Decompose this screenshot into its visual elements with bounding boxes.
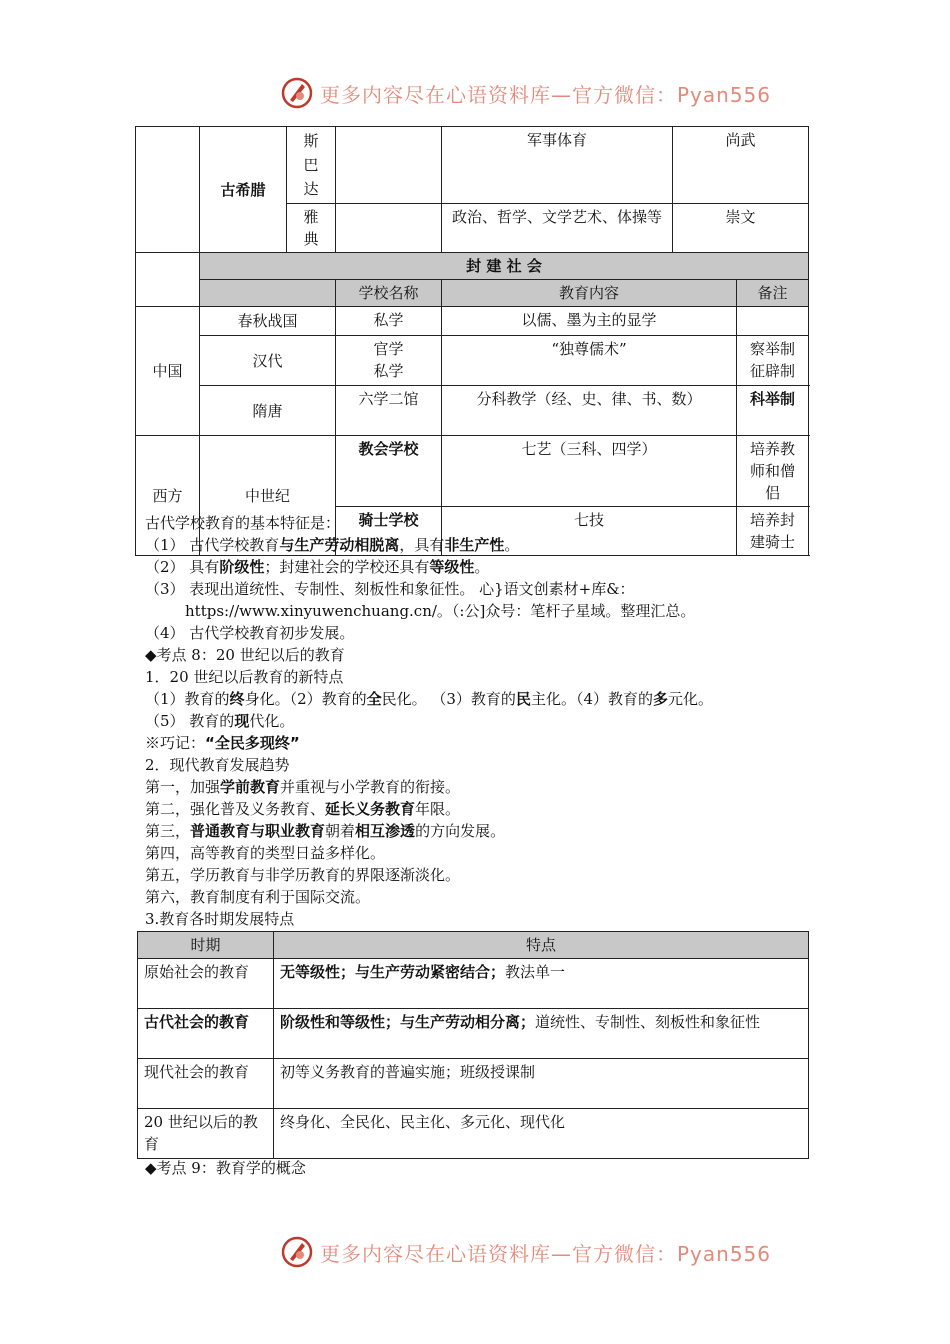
- watermark-bottom: [280, 1234, 800, 1270]
- row-content: “独尊儒术”: [442, 336, 737, 386]
- text-line: （3） 表现出道统性、专制性、刻板性和象征性。 心}语文创素材+库&：: [145, 580, 635, 598]
- row-content: 分科教学（经、史、律、书、数）: [442, 386, 737, 436]
- text-line: 第五，学历教育与非学历教育的界限逐渐淡化。: [145, 866, 461, 884]
- row-content: 七技: [442, 507, 737, 556]
- row-note: [737, 307, 809, 336]
- row-school: 私学: [336, 307, 442, 336]
- row-period: 中世纪: [200, 436, 336, 556]
- text-line: （1）教育的终身化。（2）教育的全民化。 （3）教育的民主化。（4）教育的多元化。: [145, 690, 714, 708]
- period-cell: 原始社会的教育: [138, 959, 274, 1009]
- period-cell: 20 世纪以后的教育: [138, 1109, 274, 1159]
- text-line: 第六，教育制度有利于国际交流。: [145, 888, 371, 906]
- row-note: 培养教师和僧侣: [737, 436, 809, 507]
- text-line: 古代学校教育的基本特征是：: [145, 514, 341, 532]
- col-content-header: 教育内容: [442, 280, 737, 307]
- greece-label: 古希腊: [200, 127, 287, 253]
- footer-heading: [145, 1157, 805, 1179]
- row-note: 科举制: [737, 386, 809, 436]
- row-school: 骑士学校: [336, 507, 442, 556]
- empty-cell: [336, 204, 442, 253]
- row-note: 培养封建骑士: [737, 507, 809, 556]
- row-content: 以儒、墨为主的显学: [442, 307, 737, 336]
- empty-cell: [336, 127, 442, 204]
- row-period: 隋唐: [200, 386, 336, 436]
- empty-cell: [136, 127, 200, 253]
- text-line: （4） 古代学校教育初步发展。: [145, 624, 355, 642]
- row-note: 察举制 征辟制: [737, 336, 809, 386]
- athens-note: 崇文: [673, 204, 809, 253]
- feature-cell: 终身化、全民化、民主化、多元化、现代化: [274, 1109, 809, 1159]
- text-line: （2） 具有阶级性；封建社会的学校还具有等级性。: [145, 558, 490, 576]
- row-school: 官学 私学: [336, 336, 442, 386]
- west-label: 西方: [136, 436, 200, 556]
- section-heading: ◆考点 8：20 世纪以后的教育: [145, 646, 345, 664]
- text-line: （5） 教育的现代化。: [145, 712, 295, 730]
- row-school: 教会学校: [336, 436, 442, 507]
- col-note-header: 备注: [737, 280, 809, 307]
- watermark-text: 更多内容尽在心语资料库—官方微信：Pyan556: [320, 1241, 772, 1266]
- row-content: 七艺（三科、四学）: [442, 436, 737, 507]
- row-school: 六学二馆: [336, 386, 442, 436]
- china-label: 中国: [136, 307, 200, 436]
- section-heading: ◆考点 9：教育学的概念: [145, 1159, 306, 1177]
- text-line: 3.教育各时期发展特点: [145, 910, 295, 928]
- empty-cell: [136, 253, 200, 307]
- text-line: 第三，普通教育与职业教育朝着相互渗透的方向发展。: [145, 822, 506, 840]
- education-history-table: [135, 126, 809, 556]
- text-line: ※巧记：“全民多现终”: [145, 734, 300, 752]
- text-line: 第一，加强学前教育并重视与小学教育的衔接。: [145, 778, 461, 796]
- header-empty: [200, 280, 336, 307]
- col-feature-header: 特点: [274, 932, 809, 959]
- col-school-header: 学校名称: [336, 280, 442, 307]
- text-line: https://www.xinyuwenchuang.cn/。（:公]众号：笔杆子星域。整理汇总。: [185, 602, 696, 620]
- period-cell: 古代社会的教育: [138, 1009, 274, 1059]
- sparta-label: 斯巴达: [287, 127, 336, 204]
- col-period-header: 时期: [138, 932, 274, 959]
- education-periods-table: [137, 931, 809, 1159]
- period-cell: 现代社会的教育: [138, 1059, 274, 1109]
- text-line: 第四，高等教育的类型日益多样化。: [145, 844, 386, 862]
- feudal-header: 封 建 社 会: [200, 253, 809, 280]
- sparta-note: 尚武: [673, 127, 809, 204]
- feature-cell: 初等义务教育的普遍实施；班级授课制: [274, 1059, 809, 1109]
- watermark-logo-icon: [280, 76, 314, 110]
- text-line: 1．20 世纪以后教育的新特点: [145, 668, 344, 686]
- watermark-text: 更多内容尽在心语资料库—官方微信：Pyan556: [320, 82, 772, 107]
- row-period: 春秋战国: [200, 307, 336, 336]
- feature-cell: 无等级性；与生产劳动紧密结合；教法单一: [274, 959, 809, 1009]
- text-line: 第二，强化普及义务教育、延长义务教育年限。: [145, 800, 461, 818]
- athens-label: 雅典: [287, 204, 336, 253]
- sparta-content: 军事体育: [442, 127, 673, 204]
- body-text: [145, 512, 805, 930]
- text-line: （1） 古代学校教育与生产劳动相脱离，具有非生产性。: [145, 536, 520, 554]
- watermark-logo-icon: [280, 1235, 314, 1269]
- watermark-top: [280, 75, 800, 111]
- row-period: 汉代: [200, 336, 336, 386]
- feature-cell: 阶级性和等级性；与生产劳动相分离；道统性、专制性、刻板性和象征性: [274, 1009, 809, 1059]
- athens-content: 政治、哲学、文学艺术、体操等: [442, 204, 673, 253]
- text-line: 2．现代教育发展趋势: [145, 756, 290, 774]
